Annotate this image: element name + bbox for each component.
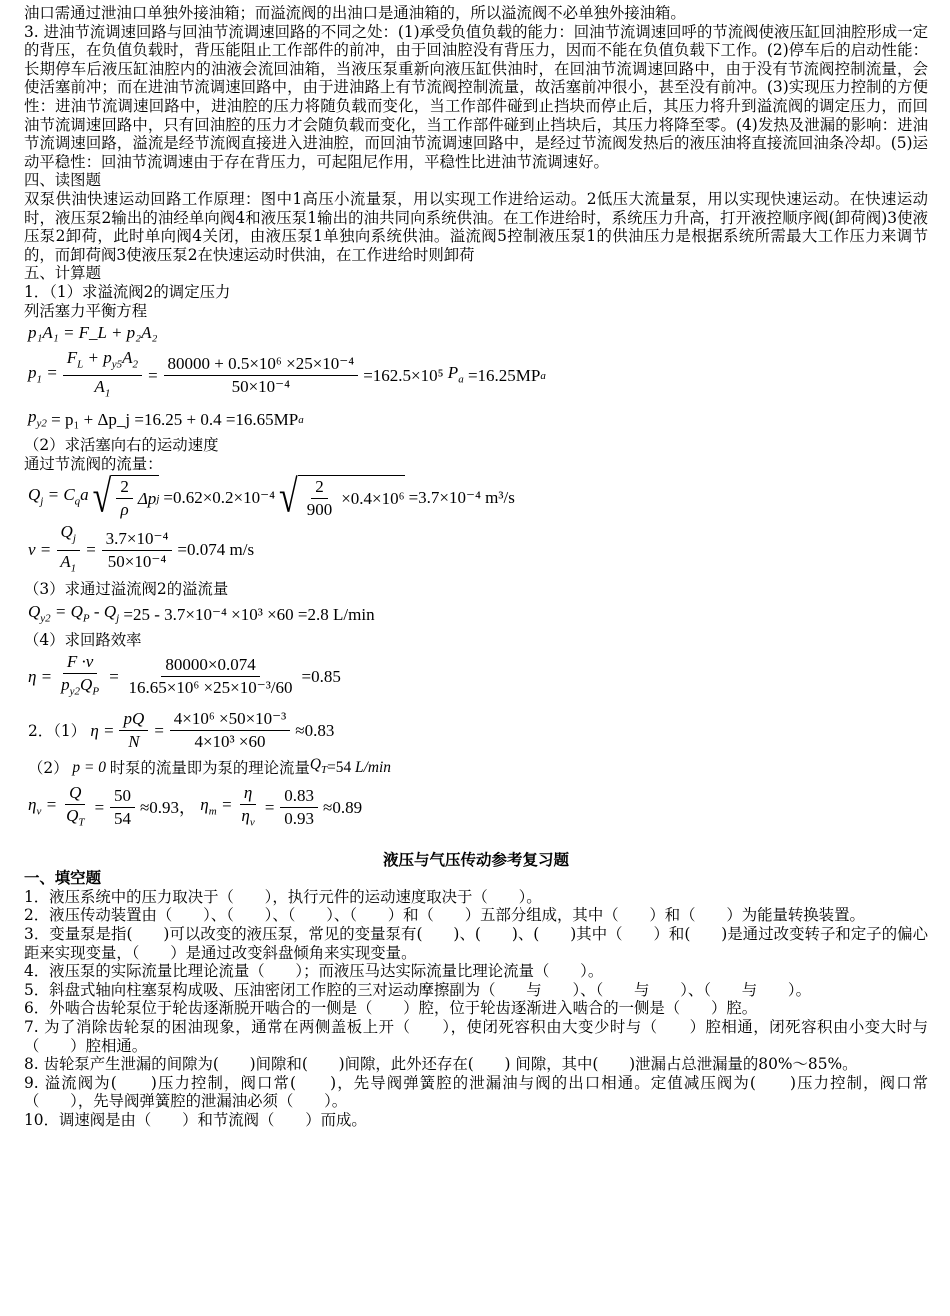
review-section-1: 一、填空题 bbox=[24, 869, 101, 888]
equation-theoretical-flow: （2） p = 0 时泵的流量即为泵的理论流量 $Q_T$ =54 L/min bbox=[28, 756, 391, 777]
calc-2-step-2: （2） bbox=[28, 758, 69, 777]
question-4: 4．液压泵的实际流量比理论流量（ ）；而液压马达实际流量比理论流量（ ）。 bbox=[24, 962, 604, 981]
result-value: =16.25MP bbox=[467, 365, 541, 385]
equation-pump-efficiency: 2．（1） η = $\frac{pQ}{N}$ = $\frac{\text{4×10⁶ ×50×10⁻³}}{\text{4×10³ ×60}}$ ≈0.83 bbox=[28, 709, 335, 752]
question-1: 1．液压系统中的压力取决于（ ），执行元件的运动速度取决于（ ）。 bbox=[24, 887, 542, 906]
fraction-numerator: 80000×0.074 bbox=[161, 655, 259, 677]
fraction-denominator: 900 bbox=[306, 500, 333, 520]
calc-1-step-3: （3）求通过溢流阀2的溢流量 bbox=[24, 580, 229, 599]
question-6: 6．外啮合齿轮泵位于轮齿逐渐脱开啮合的一侧是（ ）腔，位于轮齿逐渐进入啮合的一侧是（ ）腔。 bbox=[24, 999, 758, 1018]
calc-2-label: 2．（1） bbox=[28, 721, 87, 740]
result-value: ≈0.89 bbox=[322, 797, 363, 817]
equation-p1: $p_1$ = $\frac{F_L + p_{y5}A_2}{A_1}$ = $\frac{\text{80000 + 0.5×10⁶ ×25×10⁻⁴}}{\text{50×10⁻⁴}}$ =162.5×10⁵ $P_a$ =16.25MP a bbox=[28, 348, 928, 404]
fraction-denominator: 50×10⁻⁴ bbox=[231, 377, 291, 397]
equation-text: =0.62×0.2×10⁻⁴ bbox=[163, 487, 276, 507]
result-value: =3.7×10⁻⁴ m³/s bbox=[408, 487, 515, 507]
equation-force-balance bbox=[28, 322, 928, 344]
section-4-heading: 四、读图题 bbox=[24, 171, 101, 190]
question-2: 2．液压传动装置由（ ）、（ ）、（ ）、（ ）和（ ）五部分组成，其中（ ）和（ ）为能量转换装置。 bbox=[24, 906, 865, 925]
fraction-denominator: 54 bbox=[113, 809, 131, 829]
fraction-numerator: 4×10⁶ ×50×10⁻³ bbox=[170, 709, 291, 731]
equation-py2: $p_{y2}$ = p₁ + Δp_j =16.25 + 0.4 =16.65MP a bbox=[28, 406, 304, 430]
fraction-denominator: 0.93 bbox=[284, 809, 314, 829]
calc-1-step-2-note: 通过节流阀的流量： bbox=[24, 454, 163, 473]
fraction-numerator: 50 bbox=[110, 786, 135, 808]
calc-1-step-1: 1．（1）求溢流阀2的调定压力 bbox=[24, 282, 231, 301]
result-value: =54 bbox=[327, 758, 352, 776]
review-title: 液压与气压传动参考复习题 bbox=[382, 850, 569, 869]
fraction-denominator: 4×10³ ×60 bbox=[194, 732, 266, 752]
calc-2-step-2-text: 时泵的流量即为泵的理论流量 bbox=[109, 758, 310, 777]
calc-1-step-2: （2）求活塞向右的运动速度 bbox=[24, 436, 219, 455]
result-value: =162.5×10⁵ bbox=[363, 365, 444, 385]
document-page bbox=[24, 4, 928, 1130]
fraction bbox=[164, 354, 359, 397]
calc-1-step-1-note: 列活塞力平衡方程 bbox=[24, 301, 148, 320]
fraction-denominator: 16.65×10⁶ ×25×10⁻³/60 bbox=[128, 678, 293, 697]
equation-efficiency: η = $\frac{F \cdot v}{p_{y2}Q_P}$ = $\frac{80000\times 0.074}{\text{16.65×10⁶ ×25×10⁻³/60}}$ =0.85 bbox=[28, 651, 341, 698]
reading-answer-paragraph: 双泵供油快速运动回路工作原理：图中1高压小流量泵，用以实现工作进给运动。2低压大流量泵，用以实现快速运动。在快速运动时，液压泵2输出的油经单向阀4和液压泵1输出的油共同向系统供油。在工作进给时，系统压力升高，打开液控顺序阀(卸荷阀)3使液压泵2卸荷，此时单向阀4关闭，由液压泵1单独向系统供油。溢流阀5控制液压泵1的供油压力是根据系统所需最大工作压力来调节的，而卸荷阀3使液压泵2在快速运动时供油，在工作进给时则卸荷 bbox=[24, 189, 928, 264]
fraction-denominator: 50×10⁻⁴ bbox=[107, 551, 167, 571]
result-value: ≈0.93 bbox=[139, 797, 180, 817]
fraction-numerator: 2 bbox=[311, 477, 328, 499]
paragraph-line: 油口需通过泄油口单独外接油箱；而溢流阀的出油口是通油箱的，所以溢流阀不必单独外接油箱。 bbox=[24, 4, 686, 22]
equation-overflow: $Q_{y2} = Q_P - Q_j$ =25 - 3.7×10⁻⁴ ×10³ ×60 =2.8 L/min bbox=[28, 601, 375, 625]
square-root: √ $\frac{2}{\rho}$ Δp j bbox=[92, 472, 160, 523]
result-value: ≈0.83 bbox=[295, 720, 335, 740]
question-3: 3．变量泵是指( )可以改变的液压泵，常见的变量泵有( )、( )、( )其中（ ）和( )是通过改变转子和定子的偏心距来实现变量，（ ）是通过改变斜盘倾角来实现变量。 bbox=[24, 925, 928, 962]
equation-volumetric-efficiency: $\eta_v$ = $\frac{Q}{Q_T}$ = $\frac{50}{54}$ ≈0.93 ， $\eta_m$ = $\frac{\eta}{\eta_v}$ = $\frac{0.83}{0.93}$ ≈0.89 bbox=[28, 783, 363, 829]
square-root: √ $\frac{2}{900}$ ×0.4×10⁶ bbox=[279, 472, 405, 523]
result-value: =25 - 3.7×10⁻⁴ ×10³ ×60 =2.8 L/min bbox=[123, 605, 375, 625]
equation-text: p₁A₁ = F_L + p₂A₂ bbox=[28, 323, 158, 343]
fraction-numerator: 3.7×10⁻⁴ bbox=[102, 529, 173, 551]
question-8: 8. 齿轮泵产生泄漏的间隙为( )间隙和( )间隙，此外还存在( ) 间隙，其中( )泄漏占总泄漏量的80%～85%。 bbox=[24, 1055, 858, 1074]
fraction: $\frac{F_L + p_{y5}A_2}{A_1}$ bbox=[63, 348, 142, 404]
equation-text: ×0.4×10⁶ bbox=[341, 488, 405, 508]
equation-velocity: v = $\frac{Q_j}{A_1}$ = $\frac{\text{3.7×10⁻⁴}}{\text{50×10⁻⁴}}$ =0.074 m/s bbox=[28, 522, 255, 575]
section-5-heading: 五、计算题 bbox=[24, 264, 101, 283]
equation-text: = p₁ + Δp_j =16.25 + 0.4 =16.65MP bbox=[51, 410, 299, 430]
answer-3-paragraph: 3. 进油节流调速回路与回油节流调速回路的不同之处：(1)承受负值负载的能力：回油节流调速回呼的节流阀使液压缸回油腔形成一定的背压，在负值负载时，背压能阻止工作部件的前冲，由于回油腔没有背压力，因而不能在负值负载下工作。(2)停车后的启动性能：长期停车后液压缸油腔内的油液会流回油箱，当液压泵重新向液压缸供油时，在回油节流调速回路中，由于没有节流阀控制流量，会使活塞前冲；而在进油节流调速回路中，由于进油路上有节流阀控制流量，故活塞前冲很小，甚至没有前冲。(3)实现压力控制的方便性：进油节流调速回路中，进油腔的压力将随负载而变化，当工作部件碰到止挡块而停止后，其压力将升到溢流阀的调定压力，而回油节流调速回路中，只有回油腔的压力才会随负载而变化，当工作部件碰到止挡块后，其压力将降至零。(4)发热及泄漏的影响：进油节流调速回路，溢流是经节流阀直接进入进油腔，而回油节流调速回路中，是经过节流阀发热后的液压油将直接流回油条冷却。(5)运动平稳性：回油节流调速由于存在背压力，可起阻尼作用，平稳性比进油节流调速好。 bbox=[24, 22, 928, 171]
separator: ， bbox=[179, 797, 197, 818]
question-5: 5．斜盘式轴向柱塞泵构成吸、压油密闭工作腔的三对运动摩擦副为（ 与 ）、（ 与 ）、（ 与 ）。 bbox=[24, 980, 811, 999]
calc-1-step-4: （4）求回路效率 bbox=[24, 631, 142, 650]
result-value: =0.074 m/s bbox=[177, 540, 255, 560]
fraction-numerator: 80000 + 0.5×10⁶ ×25×10⁻⁴ bbox=[164, 354, 359, 376]
fraction-numerator: 0.83 bbox=[280, 786, 318, 808]
result-value: =0.85 bbox=[301, 666, 341, 686]
question-10: 10．调速阀是由（ ）和节流阀（ ）而成。 bbox=[24, 1110, 367, 1129]
question-9: 9. 溢流阀为( )压力控制，阀口常( )，先导阀弹簧腔的泄漏油与阀的出口相通。定值减压阀为( )压力控制，阀口常（ ），先导阀弹簧腔的泄漏油必须（ ）。 bbox=[24, 1073, 928, 1111]
equation-flow: $Q_j = C_qa$ √ $\frac{2}{\rho}$ Δp j =0.62×0.2×10⁻⁴ √ $\frac{2}{900}$ ×0.4×10⁶ =3.7×10⁻⁴ m³/s bbox=[28, 472, 515, 523]
question-7: 7. 为了消除齿轮泵的困油现象，通常在两侧盖板上开（ ），使闭死容积由大变少时与（ ）腔相通，闭死容积由小变大时与（ ）腔相通。 bbox=[24, 1018, 928, 1055]
